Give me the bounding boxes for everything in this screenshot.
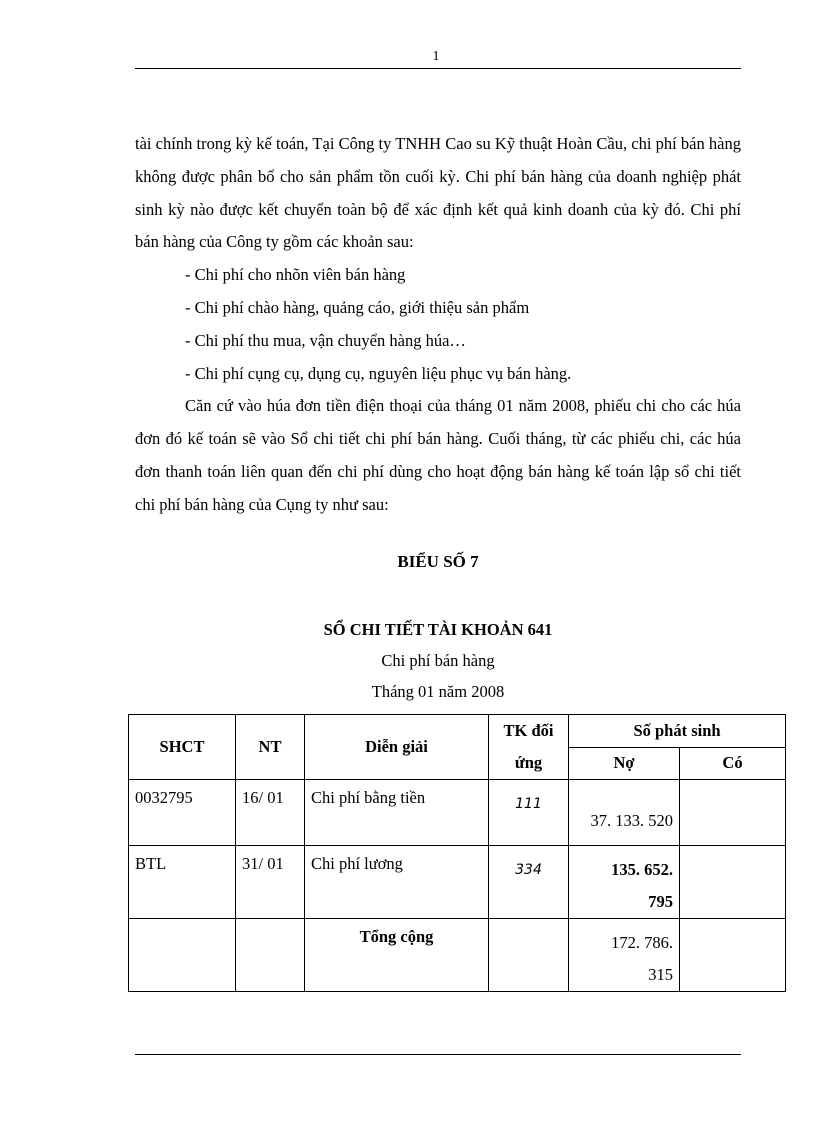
header-rule (135, 68, 741, 69)
ledger-subtitle: Chi phí bán hàng (381, 651, 495, 670)
paragraph-basis: Căn cứ vào húa đơn tiền điện thoại của tháng 01 năm 2008, phiếu chi cho các húa đơn đó kế toán sẽ vào Sổ chi tiết chi phí bán hàng. Cuối tháng, từ các phiếu chi, các húa đơn thanh toán liên quan đến chi phí dùng cho hoạt động bán hàng kế toán lập sổ chi tiết chi phí bán hàng của Cụng ty như sau: (135, 396, 741, 514)
page-number: 1 (432, 49, 440, 64)
header-credit: Có (680, 747, 786, 780)
cell-nt: 31/ 01 (236, 846, 305, 919)
cell-description: Chi phí lương (305, 846, 489, 919)
total-debit-line2: 315 (648, 965, 673, 984)
body-text (135, 128, 741, 522)
cell-debit (569, 919, 680, 992)
cell-account: 334 (489, 846, 569, 919)
total-debit-line1: 172. 786. (611, 933, 673, 952)
header-nt: NT (236, 715, 305, 780)
table-row (129, 780, 786, 846)
header-shct: SHCT (129, 715, 236, 780)
form-number: BIỂU SỐ 7 (397, 552, 479, 571)
cell-debit (569, 780, 680, 846)
bullet-item: - Chi phí cụng cụ, dụng cụ, nguyên liệu phục vụ bán hàng. (185, 363, 572, 383)
cell-description: Chi phí bằng tiền (305, 780, 489, 846)
bullet-item: - Chi phí chào hàng, quảng cáo, giới thiệu sản phẩm (185, 297, 530, 317)
cell-credit (680, 846, 786, 919)
cell-credit (680, 919, 786, 992)
cell-shct (129, 919, 236, 992)
cell-shct: BTL (129, 846, 236, 919)
debit-value: 37. 133. 520 (590, 811, 673, 830)
debit-value-line1: 135. 652. (611, 860, 673, 879)
bullet-item: - Chi phí cho nhõn viên bán hàng (185, 265, 406, 285)
cell-debit (569, 846, 680, 919)
header-amount-group: Số phát sinh (569, 715, 786, 748)
table-row-total (129, 919, 786, 992)
header-description: Diễn giải (305, 715, 489, 780)
total-label: Tổng cộng (305, 919, 489, 992)
cell-shct: 0032795 (129, 780, 236, 846)
cell-nt (236, 919, 305, 992)
footer-rule (135, 1054, 741, 1055)
header-account: TK đối ứng (489, 715, 569, 780)
cell-nt: 16/ 01 (236, 780, 305, 846)
ledger-table (128, 714, 786, 992)
ledger-period: Tháng 01 năm 2008 (371, 682, 505, 701)
header-debit: Nợ (569, 747, 680, 780)
debit-value-line2: 795 (648, 892, 673, 911)
paragraph-intro: tài chính trong kỳ kế toán, Tại Công ty TNHH Cao su Kỹ thuật Hoàn Cầu, chi phí bán hàng không được phân bổ cho sản phẩm tồn cuối kỳ. Chi phí bán hàng của doanh nghiệp phát sinh kỳ nào được kết chuyển toàn bộ để xác định kết quả kinh doanh của kỳ đó. Chi phí bán hàng của Công ty gồm các khoản sau: (135, 134, 741, 252)
table-row (129, 846, 786, 919)
ledger-title: SỔ CHI TIẾT TÀI KHOẢN 641 (323, 620, 553, 639)
cell-credit (680, 780, 786, 846)
cell-account (489, 919, 569, 992)
cell-account: 111 (489, 780, 569, 846)
bullet-item: - Chi phí thu mua, vận chuyển hàng húa… (185, 330, 466, 350)
